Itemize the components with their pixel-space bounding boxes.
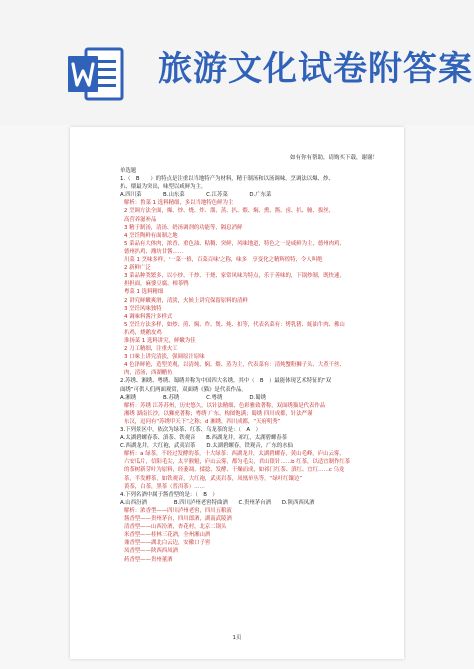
question-line: 面绣”可供人们两面观赏，双面绣《猫》是代表作品。 <box>120 386 247 393</box>
question-line: 扒、煨最为突出，味型以咸鲜为主。 <box>120 184 207 191</box>
answer-line: 3 烹饪风味独特 <box>124 305 162 312</box>
download-notice: 如有你有帮助，请购买下载，谢谢！ <box>289 155 378 161</box>
question-line: 3.下列景区中，依次为绿茶、红茶、乌龙茶的是：（ A ） <box>120 427 261 433</box>
answer-line: 4 烹饪陶鲜有面制之地 <box>124 232 178 239</box>
answer-line: 药香型——贵州董酒 <box>124 556 173 563</box>
answer-line: 2 烹调方法全面，爆、炒、烧、炸、溜、蒸、扒、煨、焖、熏、酱、卤、扒、腌、拔丝、 <box>124 208 334 215</box>
answer-line: 东汉，逗问有“苏绣甲天下”之称；d 湘绣，四川成都，“天府明秀” <box>124 418 281 425</box>
answer-line: 解析：浓香型——四川泸州老窖，四川五粮液 <box>124 507 232 514</box>
answer-line: 2 刀工精细，注重火工 <box>124 346 178 353</box>
answer-line: 肉，清汤，西湖醋鱼 <box>124 370 173 377</box>
answer-line: 德州扒鸡、潍坊甘酱…… <box>124 248 184 255</box>
banner-title: 旅游文化试卷附答案 <box>158 49 473 89</box>
answer-line: 3 口味上讲究清淡，强调原汁原味 <box>124 354 205 361</box>
answer-line: 六安瓜片，信阳毛尖，太平猴魁，庐山云雾，都匀毛尖，君山银针……b 红茶，以适宜制作红茶 <box>124 459 351 466</box>
option-line: A.湘绣 B.苏绣 C.粤绣 D.蜀绣 <box>120 394 267 401</box>
answer-line: 黄茶，白茶，黑茶（普洱茶）…… <box>124 483 205 490</box>
answer-line: 担担面，麻婆豆腐，樟茶鸭 <box>124 281 189 288</box>
answer-line: 川菜 1 烹味多样，'一菜一格，百菜百味'之称，味多 享变化之精辉煌特，令人叫绝 <box>124 257 323 264</box>
document-page <box>70 127 404 659</box>
answer-line: 清香型——山西汾酒，杏花村，北京二锅头 <box>124 524 227 531</box>
document-body <box>120 167 384 564</box>
answer-line: 解析：a 绿茶，不经过发酵的茶，十大绿茶：西湖龙井，太湖碧螺春，黄山毛峰，庐山云雾， <box>124 451 345 458</box>
answer-line: 淮扬菜 1 选料讲究，鲜嫩为佳 <box>124 337 196 344</box>
question-line: 1.（ B ）的特点是注重以当地特产为材料，精于制汤和以汤调味，烹调法以爆、炒、 <box>120 176 334 183</box>
answer-line: 解析：鲁菜 1 选料精细，多以当地特色鲜为主 <box>124 200 234 207</box>
answer-line: 3 精于制汤，清汤、奶汤调剂的功能等，隔息消鲜 <box>124 224 243 231</box>
question-line: 2.苏绣、湘绣、粤绣、蜀绣并称为中国四大名绣，其中（ B ）最能体现艺术特征的“双 <box>120 378 332 385</box>
page-number: 1页 <box>232 635 242 641</box>
answer-line: 3 菜品种类繁多，以小炒、干炒、干烧、家常风味为特点，乐于善味的，下锅炒制，既快速， <box>124 273 345 280</box>
answer-line: 酱香型——贵州茅台，四川郎酒，湖南武陵酒 <box>124 516 232 523</box>
answer-line: 兼香型——湖北白云边，安徽口子窖 <box>124 540 211 547</box>
answer-line: 粤菜 1 选料精细 <box>124 289 164 296</box>
answer-line: 5 烹饪方法多样，如炒、煎、焖、炸、煲、炖、扣等，代表名菜有：烤乳猪、蚝油牛肉、佛山 <box>124 321 345 328</box>
answer-line: 茶，半发酵茶，如铁观音，大红袍，武夷岩茶，凤凰单丛等，“绿叶红镶边” <box>124 475 303 482</box>
option-line: C.西湖龙井，大红袍，武夷岩茶 D.太湖碧螺春，铁观音，广东的水仙 <box>120 443 294 450</box>
answer-line: 高营养滋补品 <box>124 216 157 223</box>
answer-line: 米香型——桂林三花酒，全州湘山酒 <box>124 532 211 539</box>
answer-line: 5 菜品有大体肉，浓香、重色油、粘稠、突鲜，风味地道，特色之一是咸鲜为主，德州肉鸡、 <box>124 240 345 247</box>
option-line: A.太湖碧螺春茶、滇茶、铁观音 B.西湖龙井，祁红，太湖碧螺春茶 <box>120 435 288 442</box>
option-line: A.四川菜 B.山东菜 C.江苏菜 D.广东菜 <box>120 192 272 199</box>
answer-line: 4 调味料酱汁多样式 <box>124 313 173 320</box>
option-line: A.山西汾酒 B.四川泸州老窖特曲酒 C.贵州茅台酒 D.陕西西凤酒 <box>120 499 315 506</box>
word-doc-icon <box>66 44 126 104</box>
answer-line: 2 新鲜广泛 <box>124 265 151 272</box>
question-line: 4.下列名酒中属于酱香型的是：（ B ） <box>120 491 218 498</box>
answer-line: 解析：苏绣 江苏苏州，历史悠久，以针法精细、色彩雅致著称，双面绣猫是代表作品 <box>124 402 326 409</box>
banner <box>0 0 474 125</box>
answer-line: 扒鸡，烧鹅皮鸡 <box>124 329 162 336</box>
answer-line: 2 讲究鲜嫩爽滑，清淡，火候上讲究保留原料的清鲜 <box>124 297 248 304</box>
section-title: 单选题 <box>120 168 137 174</box>
answer-line: 凤香型——陕西西凤酒 <box>124 548 178 555</box>
answer-line: 湘绣 湖南长沙，以狮虎著称；粤绣 广东，构图饱满；蜀绣 四川成都，针法严谨 <box>124 410 313 417</box>
answer-line: 4 色泽鲜艳，造型美观，以清炖、焖、煨、蒸为主，代表菜有：清炖蟹粉狮子头、大煮干丝、 <box>124 362 345 369</box>
answer-line: 的茶树新芽叶为原料，经萎凋、揉捻、发酵、干燥而成，如祁门红茶、滇红、宜红……c 乌龙 <box>124 467 345 474</box>
